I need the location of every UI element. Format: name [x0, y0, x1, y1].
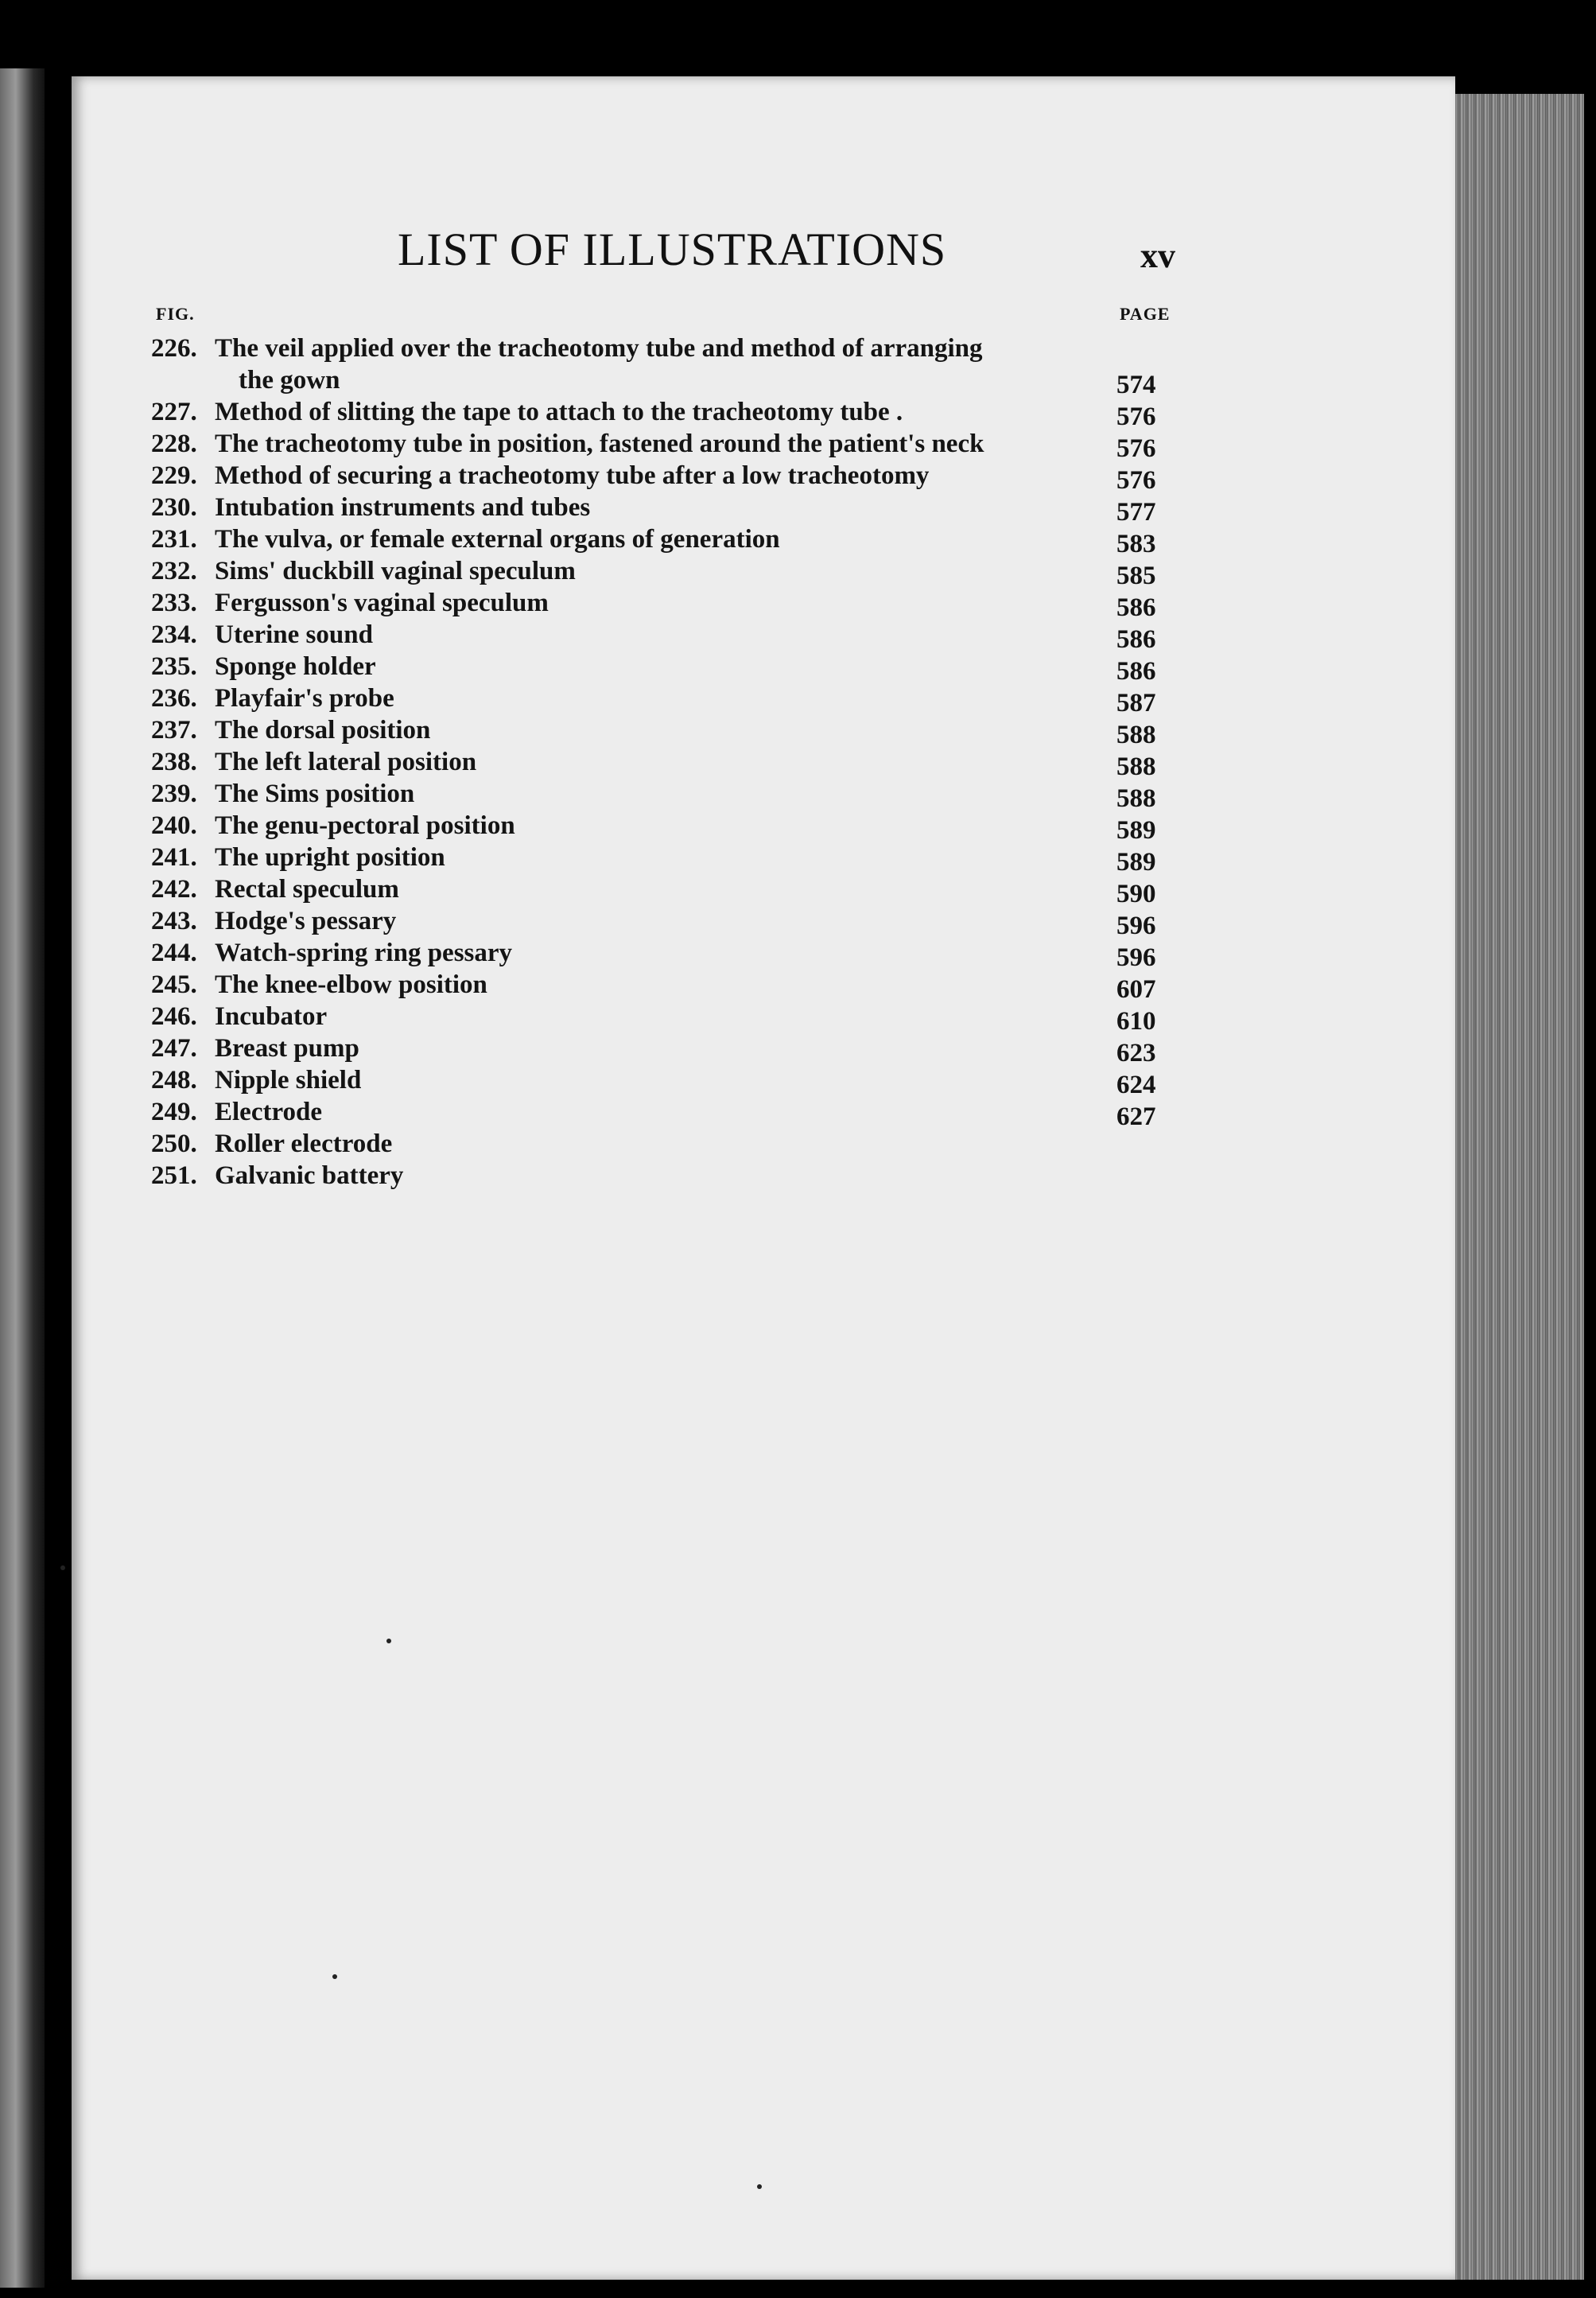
- speck: [386, 1639, 391, 1643]
- figure-number: 237.: [151, 716, 197, 745]
- figure-title: Watch-spring ring pessary: [215, 939, 513, 967]
- figure-title: Hodge's pessary: [215, 907, 397, 935]
- figure-number: 232.: [151, 557, 197, 585]
- figure-title: Method of securing a tracheotomy tube after a low tracheotomy: [215, 461, 930, 490]
- figure-number: 248.: [151, 1066, 197, 1095]
- figure-number: 229.: [151, 461, 197, 490]
- fig-column-heading: FIG.: [156, 304, 195, 324]
- page-column-heading: PAGE: [1120, 304, 1171, 324]
- list-item: [151, 937, 1185, 972]
- figure-title: Sims' duckbill vaginal speculum: [215, 557, 576, 585]
- list-item: [151, 682, 1185, 717]
- list-item: [151, 905, 1185, 940]
- figure-title: Roller electrode: [215, 1130, 393, 1158]
- list-item: [151, 1064, 1185, 1099]
- figure-number: 243.: [151, 907, 197, 935]
- list-item: [151, 1001, 1185, 1036]
- page-reference: 587: [1116, 689, 1156, 717]
- list-item: [151, 555, 1185, 590]
- figure-number: 238.: [151, 748, 197, 776]
- figure-number: 249.: [151, 1098, 197, 1126]
- page-reference: 588: [1116, 721, 1156, 749]
- list-item: [151, 428, 1185, 463]
- figure-title: The dorsal position: [215, 716, 431, 745]
- figure-number: 251.: [151, 1161, 197, 1190]
- figure-number: 233.: [151, 589, 197, 617]
- list-item: [151, 651, 1185, 686]
- page-reference: 590: [1116, 880, 1156, 908]
- figure-number: 246.: [151, 1002, 197, 1031]
- list-item: [151, 746, 1185, 781]
- figure-number: 250.: [151, 1130, 197, 1158]
- figure-number: 231.: [151, 525, 197, 554]
- page-reference: 589: [1116, 848, 1156, 877]
- list-item: [151, 842, 1185, 877]
- figure-title: Sponge holder: [215, 652, 376, 681]
- book-page-edges: [1441, 94, 1584, 2280]
- figure-number: 239.: [151, 780, 197, 808]
- figure-title: The left lateral position: [215, 748, 477, 776]
- figure-number: 228.: [151, 430, 197, 458]
- figure-title: The tracheotomy tube in position, fastened around the patient's neck: [215, 430, 984, 458]
- figure-title: Rectal speculum: [215, 875, 399, 904]
- figure-title-continuation: the gown: [239, 366, 340, 395]
- page-reference: 583: [1116, 530, 1156, 558]
- figure-title: The veil applied over the tracheotomy tube and method of arranging: [215, 334, 983, 363]
- list-item: [151, 969, 1185, 1004]
- figure-number: 230.: [151, 493, 197, 522]
- facing-page-edge: [0, 68, 45, 2288]
- page-reference: 576: [1116, 402, 1156, 431]
- list-item: [151, 873, 1185, 908]
- page-reference: 576: [1116, 466, 1156, 495]
- figure-number: 244.: [151, 939, 197, 967]
- list-item: [151, 1128, 1185, 1160]
- figure-title: Electrode: [215, 1098, 323, 1126]
- figure-number: 240.: [151, 811, 197, 840]
- figure-title: Method of slitting the tape to attach to the tracheotomy tube .: [215, 398, 903, 426]
- list-item: [151, 523, 1185, 558]
- figure-title: Fergusson's vaginal speculum: [215, 589, 549, 617]
- page-reference: 623: [1116, 1039, 1156, 1067]
- page-reference: 577: [1116, 498, 1156, 527]
- figure-title: Breast pump: [215, 1034, 359, 1063]
- page-reference: 576: [1116, 434, 1156, 463]
- figure-number: 234.: [151, 620, 197, 649]
- figure-number: 235.: [151, 652, 197, 681]
- figure-title: Intubation instruments and tubes: [215, 493, 591, 522]
- page-number: xv: [1140, 236, 1175, 275]
- page-reference: 610: [1116, 1007, 1156, 1036]
- list-item: [151, 332, 1185, 399]
- page-reference: 624: [1116, 1071, 1156, 1099]
- page-reference: 627: [1116, 1102, 1156, 1131]
- list-item: [151, 619, 1185, 654]
- figure-title: Nipple shield: [215, 1066, 362, 1095]
- figure-title: The vulva, or female external organs of generation: [215, 525, 780, 554]
- figure-title: The upright position: [215, 843, 445, 872]
- list-item: [151, 396, 1185, 431]
- speck: [60, 1565, 65, 1570]
- figure-title: Galvanic battery: [215, 1161, 404, 1190]
- page-title: LIST OF ILLUSTRATIONS: [398, 224, 947, 275]
- list-item: [151, 1032, 1185, 1067]
- figure-number: 247.: [151, 1034, 197, 1063]
- page-reference: 596: [1116, 943, 1156, 972]
- figure-number: 236.: [151, 684, 197, 713]
- figure-title: Incubator: [215, 1002, 328, 1031]
- list-item: [151, 460, 1185, 495]
- list-item: [151, 1096, 1185, 1131]
- list-item: [151, 714, 1185, 749]
- figure-title: Uterine sound: [215, 620, 373, 649]
- page-reference: 588: [1116, 752, 1156, 781]
- figure-number: 242.: [151, 875, 197, 904]
- page-reference: 586: [1116, 625, 1156, 654]
- page-reference: 586: [1116, 657, 1156, 686]
- figure-title: The genu-pectoral position: [215, 811, 515, 840]
- list-item: [151, 1160, 1185, 1192]
- figure-number: 245.: [151, 970, 197, 999]
- list-item: [151, 492, 1185, 527]
- page-reference: 588: [1116, 784, 1156, 813]
- page-reference: 586: [1116, 593, 1156, 622]
- page-reference: 589: [1116, 816, 1156, 845]
- figure-title: The knee-elbow position: [215, 970, 487, 999]
- list-item: [151, 810, 1185, 845]
- page-reference: 596: [1116, 912, 1156, 940]
- page-reference: 585: [1116, 562, 1156, 590]
- page-reference: 607: [1116, 975, 1156, 1004]
- speck: [332, 1974, 337, 1979]
- speck: [757, 2184, 762, 2189]
- list-item: [151, 778, 1185, 813]
- list-item: [151, 587, 1185, 622]
- figure-number: 227.: [151, 398, 197, 426]
- page-reference: 574: [1116, 371, 1156, 399]
- figure-title: Playfair's probe: [215, 684, 394, 713]
- illustration-list: [151, 332, 1185, 1192]
- figure-number: 226.: [151, 334, 197, 363]
- figure-number: 241.: [151, 843, 197, 872]
- figure-title: The Sims position: [215, 780, 415, 808]
